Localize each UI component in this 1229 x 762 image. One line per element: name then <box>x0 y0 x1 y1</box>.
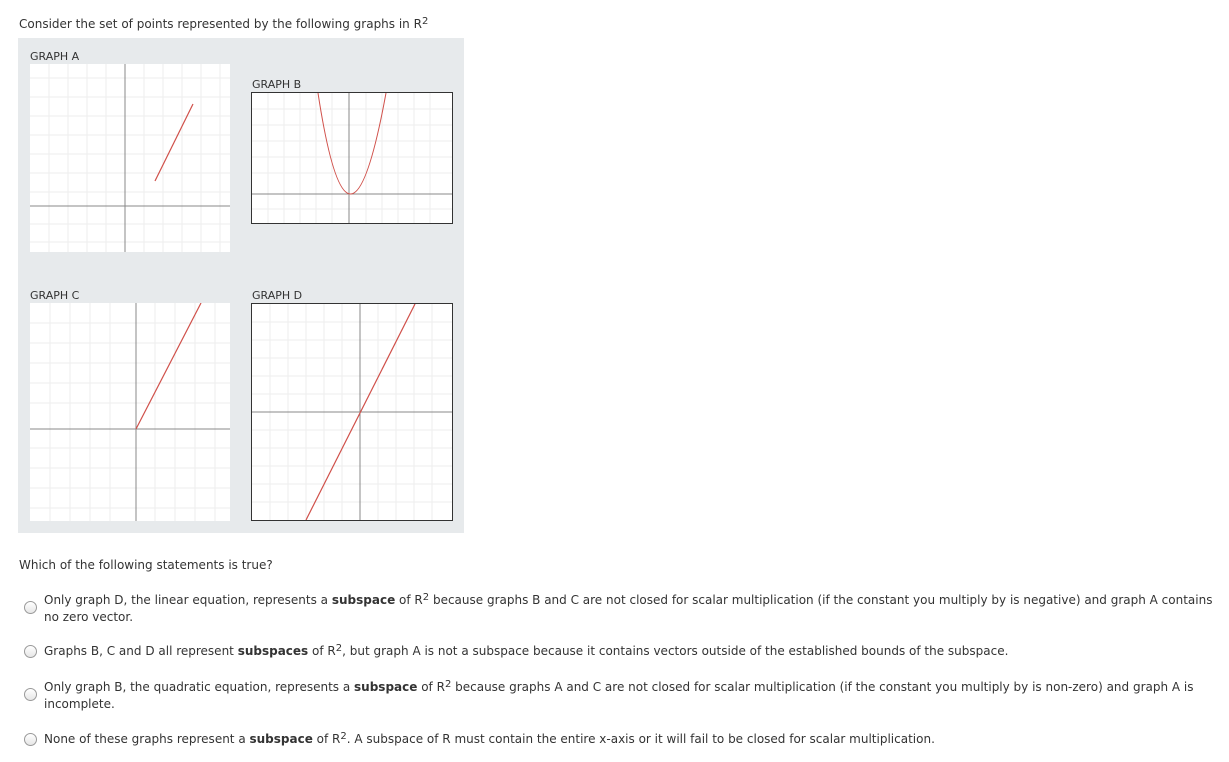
radio-button[interactable] <box>24 688 37 701</box>
answer-option-text: Only graph D, the linear equation, represents a subspace of $R^2$ because graphs B and C are not closed for scalar multiplication (if the constant you multiply by is negative) and graph A contains no zero vector. <box>44 592 1213 624</box>
intro-text-main: Consider the set of points represented by the following graphs in R <box>19 17 422 31</box>
graph-c-plot <box>30 303 230 521</box>
graph-b-label: GRAPH B <box>252 78 302 91</box>
radio-button[interactable] <box>24 601 37 614</box>
answer-option-4[interactable] <box>24 731 1219 749</box>
graph-d <box>251 303 453 521</box>
graph-d-plot <box>252 304 452 520</box>
graph-c-curve <box>136 303 201 429</box>
graphs-panel <box>18 38 464 533</box>
graph-d-label: GRAPH D <box>252 289 303 302</box>
question-text: Which of the following statements is true? <box>19 558 273 572</box>
graph-c-grid <box>30 303 230 521</box>
graph-b-curve <box>318 93 386 194</box>
graph-b <box>251 92 453 224</box>
radio-button[interactable] <box>24 645 37 658</box>
answer-option-1[interactable] <box>24 592 1219 628</box>
graph-b-grid <box>252 93 452 223</box>
graph-c-label: GRAPH C <box>30 289 80 302</box>
graph-b-plot <box>252 93 452 223</box>
graph-a <box>30 64 230 252</box>
graph-a-plot <box>30 64 230 252</box>
intro-text <box>19 17 428 31</box>
answer-option-3[interactable] <box>24 679 1219 715</box>
answer-option-text: None of these graphs represent a subspace of $R^2$. A subspace of R must contain the entire x-axis or it will fail to be closed for scalar multiplication. <box>44 731 935 746</box>
graph-c <box>30 303 230 521</box>
intro-superscript: 2 <box>421 16 429 27</box>
radio-button[interactable] <box>24 733 37 746</box>
answer-option-text: Graphs B, C and D all represent subspaces of $R^2$, but graph A is not a subspace because it contains vectors outside of the established bounds of the subspace. <box>44 643 1009 658</box>
graph-a-label: GRAPH A <box>30 50 80 63</box>
answer-option-2[interactable] <box>24 643 1219 661</box>
answer-option-text: Only graph B, the quadratic equation, represents a subspace of $R^2$ because graphs A and C are not closed for scalar multiplication (if the constant you multiply by is non-zero) and graph A is incomplete. <box>44 679 1194 711</box>
graph-a-grid <box>30 64 230 252</box>
